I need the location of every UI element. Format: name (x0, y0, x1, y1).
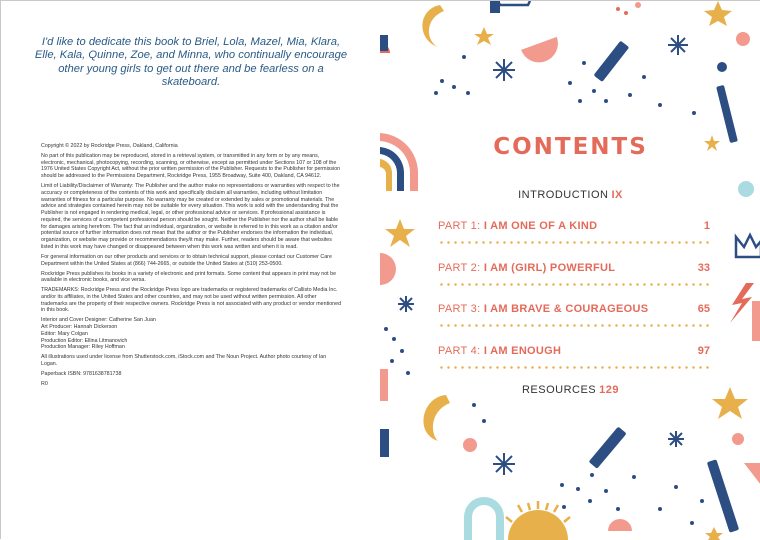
dot-icon (568, 81, 572, 85)
dotted-leader (438, 241, 710, 244)
copyright-block (41, 143, 341, 391)
toc-resources-label: RESOURCES (521, 384, 597, 396)
semicircle-icon (521, 37, 563, 68)
dot-icon (616, 7, 620, 11)
stick-icon (594, 41, 630, 82)
dotted-leader (438, 283, 710, 286)
credit-line: Art Producer: Hannah Dickerson (41, 324, 118, 331)
toc-resources[interactable] (380, 384, 760, 396)
dot-icon (658, 507, 662, 511)
toc-part-number: PART 2: (438, 262, 481, 274)
dot-icon (562, 505, 566, 509)
dot-icon (466, 91, 470, 95)
toc-part-1[interactable] (438, 220, 710, 250)
contents-title: CONTENTS (493, 134, 648, 160)
dot-icon (482, 419, 486, 423)
sparkle-icon (668, 35, 688, 55)
liability-paragraph: Limit of Liability/Disclaimer of Warranty: The Publisher and the author make no representations or warranties with respect to the accuracy or completeness of the contents of this work and specifically disclaim all warranties, including without limitation warranties of fitness for a particular purpose. No warranty may be created or extended by sales or promotional materials. The advice and strategies contained herein may not be suitable for every situation. This work is sold with the understanding that the Publisher is not engaged in rendering medical, legal, or other professional advice or services. If professional assistance is required, the services of a competent professional person should be sought. Neither the Publisher nor the author shall be liable for damages arising herefrom. The fact that an individual, organization, or website is referred to in this work as a citation and/or potential source of further information does not mean that the author or the Publisher endorses the information the individual, organization, or website may provide or recommendations they/it may make. Further, readers should be aware that websites listed in this work may have changed or disappeared between when this work was written and when it is read. (41, 183, 340, 250)
dot-icon (635, 2, 641, 8)
toc-part-2[interactable] (438, 262, 710, 292)
dot-icon (472, 403, 476, 407)
rights-paragraph: No part of this publication may be reproduced, stored in a retrieval system, or transmitted in any form or by any means, electronic, mechanical, photocopying, recording, scanning, or otherwise, except as permitted under Sections 107 or 108 of the 1976 United States Copyright Act, without the prior written permission of the Publisher. Requests to the Publisher for permission should be addressed to the Permissions Department, Rockridge Press, 1955 Broadway, Suite 400, Oakland, CA 94612. (41, 152, 341, 180)
illustrations-paragraph: All illustrations used under license from Shutterstock.com, iStock.com and The Noun Project. Author photo courtesy of Ian Logan. (41, 354, 327, 368)
toc-intro-page: IX (611, 189, 623, 201)
credit-line: Production Editor: Ellina Litmanovich (41, 337, 128, 344)
contents-page (380, 1, 760, 540)
dot-icon (604, 99, 608, 103)
lightning-icon (730, 283, 754, 323)
stick-icon (589, 427, 627, 469)
toc-part-title: I AM (GIRL) POWERFUL (483, 262, 616, 274)
dot-icon (576, 487, 580, 491)
copyright-line: Copyright © 2022 by Rockridge Press, Oakland, California (41, 143, 178, 149)
dot-icon (690, 521, 694, 525)
credit-line: Interior and Cover Designer: Catherine San Juan (41, 317, 156, 324)
stick-icon (752, 301, 760, 341)
dot-icon (736, 32, 750, 46)
dot-icon (434, 91, 438, 95)
credit-line: Editor: Mary Colgan (41, 330, 88, 337)
toc-part-page: 97 (697, 345, 710, 357)
dot-icon (616, 507, 620, 511)
toc-part-number: PART 3: (438, 303, 481, 315)
dot-icon (463, 438, 477, 452)
sparkle-icon (493, 59, 515, 81)
isbn-line: Paperback ISBN: 9781638781738 (41, 371, 122, 377)
formats-paragraph: Rockridge Press publishes its books in a variety of electronic and print formats. Some content that appears in print may not be available in electronic books, and vice versa. (41, 270, 337, 284)
arch-icon (464, 497, 504, 540)
dot-icon (440, 79, 444, 83)
dot-icon (390, 359, 394, 363)
toc-part-page: 65 (697, 303, 710, 315)
dot-icon (400, 349, 404, 353)
semicircle-icon (380, 253, 396, 285)
dot-icon (578, 99, 582, 103)
dot-icon (392, 337, 396, 341)
star-icon (385, 219, 415, 247)
toc-intro-label: INTRODUCTION (518, 189, 609, 201)
dot-icon (592, 89, 596, 93)
dot-icon (717, 62, 727, 72)
dotted-leader (438, 366, 710, 369)
toc-introduction[interactable] (380, 189, 760, 201)
sun-icon (506, 501, 570, 540)
stick-icon (380, 429, 389, 457)
dot-icon (406, 371, 410, 375)
dot-icon (674, 485, 678, 489)
dotted-leader (438, 324, 710, 327)
dot-icon (692, 111, 696, 115)
box-outline-icon (498, 1, 530, 5)
crown-icon (736, 235, 760, 257)
dot-icon (588, 499, 592, 503)
copyright-page (1, 1, 380, 540)
dot-icon (732, 433, 744, 445)
stick-icon (380, 35, 388, 51)
dot-icon (604, 489, 608, 493)
semicircle-icon (608, 519, 632, 531)
dot-icon (582, 61, 586, 65)
trademarks-paragraph: TRADEMARKS: Rockridge Press and the Rockridge Press logo are trademarks or registered trademarks of Callisto Media Inc. and/or its affiliates, in the United States and other countries, and may not be used without written permission. All other trademarks are the property of their respective owners. Rockridge Press is not associated with any product or vendor mentioned in this book. (41, 287, 342, 314)
toc-part-page: 33 (697, 262, 710, 274)
crescent-moon-icon (424, 395, 450, 441)
toc-resources-page: 129 (599, 384, 620, 396)
dot-icon (642, 75, 646, 79)
toc-part-title: I AM ENOUGH (483, 345, 562, 357)
sparkle-icon (398, 296, 414, 312)
dot-icon (560, 483, 564, 487)
dot-icon (384, 327, 388, 331)
printing-code: R0 (41, 380, 48, 387)
toc-part-4[interactable] (438, 345, 710, 375)
sparkle-icon (493, 453, 515, 475)
dot-icon (624, 11, 628, 15)
dedication-text: I'd like to dedicate this book to Briel, Lola, Mazel, Mia, Klara, Elle, Kala, Quinne, Zoe, and Minna, who continually encourage other young girls to get out there and be fearless on a skateboard. (34, 36, 348, 89)
dot-icon (700, 499, 704, 503)
semicircle-icon (744, 463, 760, 485)
toc-part-3[interactable] (438, 303, 710, 333)
star-icon (704, 1, 732, 26)
dot-icon (632, 475, 636, 479)
dot-icon (452, 85, 456, 89)
crescent-moon-icon (422, 5, 444, 47)
toc-part-title: I AM ONE OF A KIND (483, 220, 598, 232)
info-paragraph: For general information on our other products and services or to obtain technical support, please contact our Customer Care Department within the United States at (866) 744-2665, or outside the United States at (510) 253-0500. (41, 253, 332, 267)
dot-icon (658, 103, 662, 107)
credit-line: Production Manager: Riley Hoffman (41, 344, 125, 351)
toc-part-number: PART 4: (438, 345, 481, 357)
dot-icon (590, 473, 594, 477)
toc-part-page: 1 (703, 220, 710, 232)
star-icon (474, 27, 494, 45)
star-icon (705, 527, 723, 540)
sparkle-icon (668, 431, 684, 447)
stick-icon (707, 459, 739, 532)
dot-icon (628, 93, 632, 97)
dot-icon (462, 55, 466, 59)
toc-part-title: I AM BRAVE & COURAGEOUS (483, 303, 649, 315)
toc-part-number: PART 1: (438, 220, 481, 232)
